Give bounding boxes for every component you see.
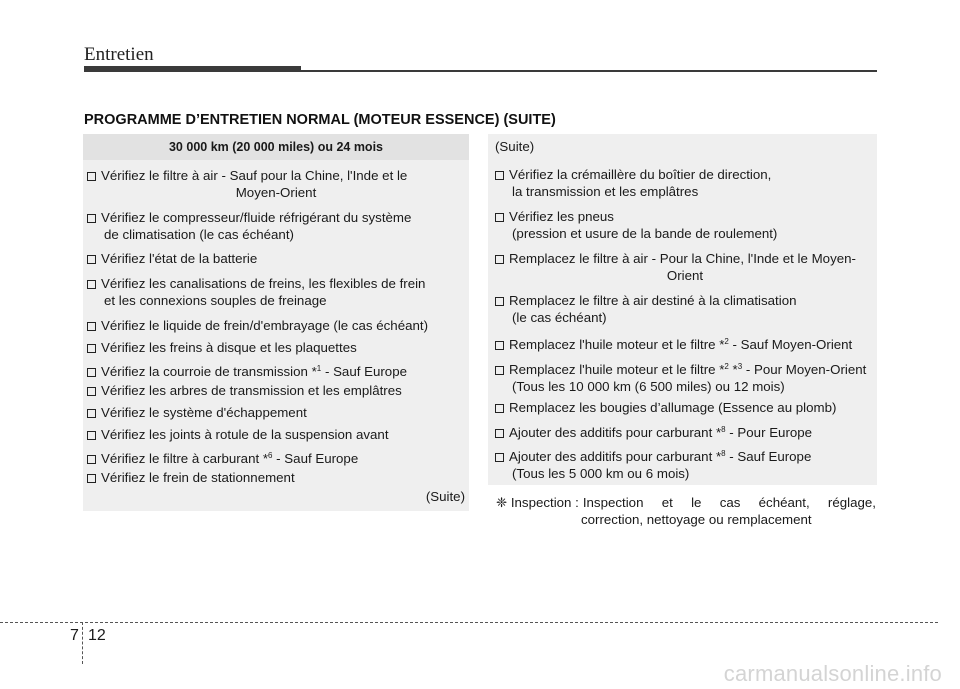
legend-text-continued: correction, nettoyage ou remplacement	[581, 512, 812, 527]
checkbox-icon	[87, 255, 96, 264]
checkbox-icon	[495, 429, 504, 438]
checklist-item: Vérifiez le filtre à carburant *$^6$ - Sauf Europe	[87, 447, 358, 467]
checkbox-icon	[495, 453, 504, 462]
checklist-item: Remplacez les bougies d’allumage (Essence au plomb)	[495, 399, 836, 416]
interval-heading: 30 000 km (20 000 miles) ou 24 mois	[83, 134, 469, 160]
checkbox-icon	[87, 387, 96, 396]
checkbox-icon	[495, 341, 504, 350]
page-number: 12	[88, 627, 106, 644]
checkbox-icon	[495, 213, 504, 222]
checkbox-icon	[87, 474, 96, 483]
inspection-legend	[496, 494, 876, 528]
checkbox-icon	[87, 322, 96, 331]
checklist-item: Vérifiez le système d'échappement	[87, 404, 307, 421]
header-rule-thick	[84, 66, 301, 72]
right-maintenance-panel	[488, 134, 877, 485]
checklist-item: Vérifiez les arbres de transmission et les emplâtres	[87, 382, 402, 399]
checkbox-icon	[495, 297, 504, 306]
checklist-item: Ajouter des additifs pour carburant *$^8$ - Sauf Europe (Tous les 5 000 km ou 6 mois)	[495, 445, 811, 482]
header-rule-thin	[301, 70, 877, 72]
section-title: PROGRAMME D’ENTRETIEN NORMAL (MOTEUR ESSENCE) (SUITE)	[84, 112, 556, 128]
checkbox-icon	[495, 366, 504, 375]
checkbox-icon	[87, 214, 96, 223]
checkbox-icon	[495, 171, 504, 180]
continued-label: (Suite)	[425, 489, 465, 504]
checkbox-icon	[495, 404, 504, 413]
chapter-number: 7	[70, 627, 79, 644]
checklist-item: Remplacez l'huile moteur et le filtre *$^2$ - Sauf Moyen-Orient	[495, 333, 852, 353]
checklist-item: Vérifiez le filtre à air - Sauf pour la Chine, l'Inde et le Moyen-Orient	[87, 167, 465, 201]
checklist-item: Vérifiez le frein de stationnement	[87, 469, 295, 486]
page-header-title: Entretien	[84, 44, 154, 65]
checklist-item: Vérifiez l'état de la batterie	[87, 250, 257, 267]
left-maintenance-panel	[83, 134, 469, 511]
checklist-item: Remplacez le filtre à air destiné à la climatisation (le cas échéant)	[495, 292, 797, 326]
checklist-item: Ajouter des additifs pour carburant *$^8$ - Pour Europe	[495, 421, 812, 441]
checkbox-icon	[495, 255, 504, 264]
checkbox-icon	[87, 344, 96, 353]
checklist-item: Remplacez l'huile moteur et le filtre *$^2$ *$^3$ - Pour Moyen-Orient (Tous les 10 000 km (6 500 miles) ou 12 mois)	[495, 358, 866, 395]
checklist-item: Vérifiez le compresseur/fluide réfrigérant du système de climatisation (le cas échéant)	[87, 209, 411, 243]
checklist-item: Vérifiez les pneus (pression et usure de la bande de roulement)	[495, 208, 777, 242]
checklist-item: Vérifiez les canalisations de freins, les flexibles de frein et les connexions souples de freinage	[87, 275, 425, 309]
checkbox-icon	[87, 409, 96, 418]
checkbox-icon	[87, 368, 96, 377]
checkbox-icon	[87, 280, 96, 289]
continued-label: (Suite)	[495, 139, 535, 154]
checkbox-icon	[87, 431, 96, 440]
checkbox-icon	[87, 172, 96, 181]
checklist-item: Vérifiez la courroie de transmission *$^1$ - Sauf Europe	[87, 360, 407, 380]
checklist-item: Vérifiez les freins à disque et les plaquettes	[87, 339, 357, 356]
watermark: carmanualsonline.info	[723, 661, 942, 686]
checklist-item: Vérifiez les joints à rotule de la suspension avant	[87, 426, 389, 443]
footer-dashed-rule	[0, 622, 938, 623]
footer-dashed-divider	[82, 622, 83, 664]
checkbox-icon	[87, 455, 96, 464]
legend-key: ❈ Inspection :	[496, 495, 579, 510]
checklist-item: Vérifiez la crémaillère du boîtier de direction, la transmission et les emplâtres	[495, 166, 771, 200]
checklist-item: Remplacez le filtre à air - Pour la Chine, l'Inde et le Moyen- Orient	[495, 250, 875, 284]
legend-text: Inspection et le cas échéant, réglage,	[582, 495, 876, 510]
checklist-item: Vérifiez le liquide de frein/d'embrayage (le cas échéant)	[87, 317, 428, 334]
